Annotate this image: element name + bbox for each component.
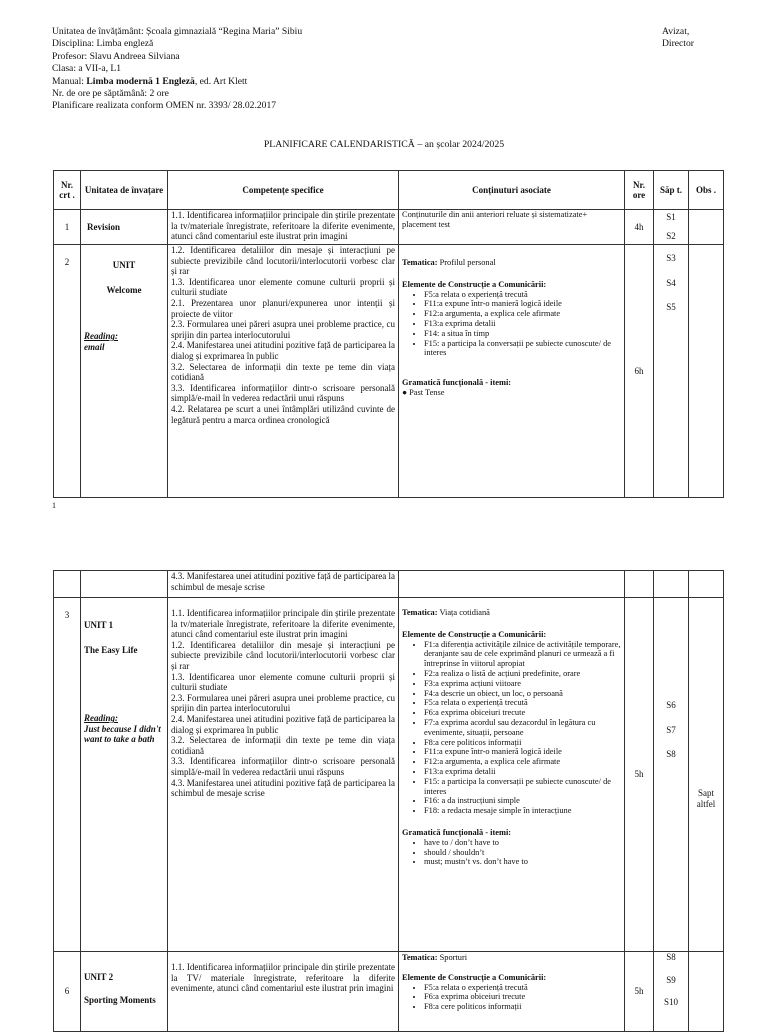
week-label: S4 (666, 277, 676, 288)
row-unit (81, 598, 168, 952)
header-line-hours: Nr. de ore pe săptămână: 2 ore (52, 88, 169, 100)
table-row (54, 210, 724, 245)
competence-item: 2.3. Formularea unei păreri asupra unei probleme practice, cu sprijin din partea interlocutorului (171, 692, 395, 714)
row-competences (168, 245, 399, 498)
row-weeks (654, 571, 689, 598)
list-item: • F6:a exprima obiceiuri trecute (424, 992, 621, 1002)
row-nr: 1 (54, 210, 81, 245)
col-header-obs: Obs . (689, 171, 724, 210)
list-item: • F12:a argumenta, a explica cele afirmate (424, 309, 621, 319)
gramatica-heading: Gramatică funcțională - itemi: (402, 827, 512, 837)
elemente-heading: Elemente de Construcție a Comunicării: (402, 279, 547, 289)
tematica-line (402, 953, 621, 963)
list-item: • should / shouldn’t (424, 848, 621, 858)
reading-label: Reading: (84, 331, 119, 342)
footnote-number: 1 (52, 501, 56, 510)
row-obs (689, 210, 724, 245)
list-item: • F5:a relata o experiență trecută (424, 290, 621, 300)
week-label: S9 (666, 974, 676, 985)
tematica-label: Tematica: (402, 258, 438, 267)
tematica-value: Profilul personal (439, 258, 496, 267)
competence-item: 2.4. Manifestarea unei atitudini pozitive față de participarea la dialog și exprimarea în public (171, 340, 395, 361)
row-obs (689, 952, 724, 1032)
row-obs: Sapt altfel (689, 598, 724, 952)
unit-label: UNIT 1 (84, 620, 114, 630)
reading-text: email (84, 341, 105, 352)
header-line-school: Unitatea de învățământ: Școala gimnazială “Regina Maria” Sibiu (52, 26, 303, 37)
row-hours: 4h (625, 210, 654, 245)
list-item: • F15: a participa la conversații pe subiecte cunoscute/ de interes (424, 339, 621, 359)
competence-item: 3.2. Selectarea de informații din texte pe teme din viața cotidiană (171, 735, 395, 756)
competence-item: 1.1. Identificarea informațiilor principale din știrile prezentate la tv/materiale înregistrate, referitoare la diferite evenimente, atunci când comentariul este ilustrat prin imagini (171, 210, 395, 242)
list-item: • F12:a argumenta, a explica cele afirmate (424, 757, 621, 767)
list-item: • F13:a exprima detalii (424, 767, 621, 777)
header-line-manual (52, 76, 302, 88)
tematica-label: Tematica: (402, 953, 438, 962)
row-contents (399, 245, 625, 498)
planning-table-1 (53, 170, 724, 498)
reading-text: Just because I didn't want to take a bath (84, 723, 161, 745)
manual-label: Manual: (52, 75, 87, 87)
competence-item: 3.3. Identificarea informațiilor dintr-o scrisoare personală simplă/e-mail în vederea redactării unui răspuns (171, 756, 395, 777)
reading-label: Reading: (84, 713, 119, 724)
unit-title: Welcome (106, 284, 142, 295)
list-item: • F5:a relata o experiență trecută (424, 698, 621, 708)
planning-table-2 (53, 570, 724, 1032)
row-hours: 6h (625, 245, 654, 498)
list-item: • F15: a participa la conversații pe subiecte cunoscute/ de interes (424, 777, 621, 797)
header-line-teacher: Profesor: Slavu Andreea Silviana (52, 50, 180, 62)
list-item: • must; mustn’t vs. don’t have to (424, 857, 621, 867)
table-row (54, 952, 724, 1032)
gramatica-heading: Gramatică funcțională - itemi: (402, 378, 512, 388)
week-label: S10 (663, 997, 678, 1008)
competence-item: 1.2. Identificarea detaliilor din mesaje și interacțiuni pe subiecte previzibile când locutorii/interlocutorii vorbesc clar și rar (171, 639, 395, 671)
competence-item: 1.3. Identificarea unor elemente comune culturii proprii și culturii studiate (171, 276, 395, 298)
tematica-value: Viața cotidiană (439, 608, 490, 617)
avizat-label: Avizat, (662, 26, 690, 37)
col-header-unit: Unitatea de învațare (81, 171, 168, 210)
manual-publisher: , ed. Art Klett (194, 75, 248, 87)
col-header-comp: Competențe specifice (168, 171, 399, 210)
row-hours (625, 571, 654, 598)
row-nr: 3 (54, 598, 81, 952)
row-unit (81, 245, 168, 498)
elemente-heading: Elemente de Construcție a Comunicării: (402, 629, 547, 639)
function-list (402, 290, 621, 359)
tematica-line (402, 258, 621, 268)
list-item: • F18: a redacta mesaje simple în interacțiune (424, 806, 621, 816)
row-contents: Conținuturile din anii anteriori reluate și sistematizate+ placement test (399, 210, 625, 245)
competence-item: 1.2. Identificarea detaliilor din mesaje și interacțiuni pe subiecte previzibile când locutorii/interlocutorii vorbesc clar și rar (171, 245, 395, 277)
competence-item: 4.2. Relatarea pe scurt a unei întâmplări utilizând cuvinte de legătură pentru a marca ordinea cronologică (171, 403, 395, 425)
row-unit (81, 571, 168, 598)
function-list (402, 640, 621, 816)
manual-title: Limba modernă 1 Engleză (86, 75, 195, 87)
table-row (54, 245, 724, 498)
row-unit (81, 952, 168, 1032)
week-label: S1 (666, 212, 676, 222)
list-item: • F8:a cere politicos informații (424, 1002, 621, 1012)
row-hours: 5h (625, 952, 654, 1032)
table-row (54, 571, 724, 598)
week-label: S8 (666, 952, 676, 962)
list-item: • F1:a diferenția activitățile zilnice de activitățile temporare, deranjante sau de cele exprimând planuri ce urmează a fi întreprinse în viitorul apropiat (424, 640, 621, 669)
list-item: • have to / don’t have to (424, 838, 621, 848)
col-header-ore: Nr. ore (625, 171, 654, 210)
row-obs (689, 245, 724, 498)
unit-title: Sporting Moments (84, 994, 156, 1005)
row-weeks (654, 210, 689, 245)
row-competences: 4.3. Manifestarea unei atitudini pozitive față de participarea la schimbul de mesaje scrise (168, 571, 399, 598)
competence-item: 1.3. Identificarea unor elemente comune culturii proprii și culturii studiate (171, 671, 395, 693)
list-item: • F11:a expune într-o manieră logică ideile (424, 747, 621, 757)
row-nr: 6 (54, 952, 81, 1032)
grammar-list (402, 838, 621, 867)
col-header-sapt: Săp t. (654, 171, 689, 210)
competence-item: 2.1. Prezentarea unor planuri/expunerea unor intenții și proiecte de viitor (171, 297, 395, 319)
list-item: • F7:a exprima acordul sau dezacordul în legătura cu evenimente, situații, persoane (424, 718, 621, 738)
week-label: S8 (666, 749, 676, 760)
page-title: PLANIFICARE CALENDARISTICĂ – an școlar 2024/2025 (263, 139, 505, 150)
tematica-line (402, 608, 621, 618)
week-label: S2 (666, 230, 676, 241)
unit-label: UNIT (112, 260, 136, 270)
competence-item: 1.1. Identificarea informațiilor principale din știrile prezentate la tv/materiale înregistrate, referitoare la diferite evenimente, atunci când comentariul este ilustrat prin imagini (171, 608, 395, 640)
row-weeks (654, 245, 689, 498)
row-competences: 1.1. Identificarea informațiilor principale din știrile prezentate la TV/ materiale înregistrate, referitoare la diferite evenimente, atunci când comentariul este ilustrat prin imagini (168, 952, 399, 1032)
header-line-class: Clasa: a VII-a, L1 (52, 63, 122, 75)
list-item: • F5:a relata o experiență trecută (424, 983, 621, 993)
list-item: • F3:a exprima acțiuni viitoare (424, 679, 621, 689)
row-obs (689, 571, 724, 598)
week-label: S7 (666, 724, 676, 735)
director-label: Director (662, 38, 694, 50)
header-line-subject: Disciplina: Limba engleză (52, 38, 154, 50)
tematica-label: Tematica: (402, 608, 438, 617)
document-header (52, 26, 302, 113)
row-nr (54, 571, 81, 598)
function-list (402, 983, 621, 1012)
row-weeks (654, 598, 689, 952)
row-hours: 5h (625, 598, 654, 952)
col-header-cont: Conținuturi asociate (399, 171, 625, 210)
row-contents (399, 952, 625, 1032)
table-header-row (54, 171, 724, 210)
list-item: • F4:a descrie un obiect, un loc, o persoană (424, 689, 621, 699)
row-nr: 2 (54, 245, 81, 498)
list-item: • F6:a exprima obiceiuri trecute (424, 708, 621, 718)
competence-item: 3.2. Selectarea de informații din texte pe teme din viața cotidiană (171, 361, 395, 383)
row-contents (399, 598, 625, 952)
competence-item: 2.4. Manifestarea unei atitudini pozitive față de participarea la dialog și exprimarea în public (171, 713, 395, 735)
week-label: S6 (666, 700, 676, 710)
elemente-heading: Elemente de Construcție a Comunicării: (402, 972, 547, 982)
table-row (54, 598, 724, 952)
week-label: S5 (666, 302, 676, 313)
list-item: • F2:a realiza o listă de acțiuni predefinite, orare (424, 669, 621, 679)
grammar-item: ● Past Tense (402, 387, 445, 397)
col-header-nr: Nr. crt . (54, 171, 81, 210)
competence-item: 2.3. Formularea unei păreri asupra unei probleme practice, cu sprijin din partea interlocutorului (171, 319, 395, 340)
row-weeks (654, 952, 689, 1032)
tematica-value: Sporturi (439, 953, 468, 962)
header-line-omen: Planificare realizata conform OMEN nr. 3393/ 28.02.2017 (52, 100, 277, 112)
row-competences (168, 598, 399, 952)
list-item: • F13:a exprima detalii (424, 319, 621, 329)
approval-block (662, 26, 694, 51)
list-item: • F11:a expune într-o manieră logică ideile (424, 299, 621, 309)
row-contents (399, 571, 625, 598)
list-item: • F14: a situa în timp (424, 329, 621, 339)
list-item: • F16: a da instrucțiuni simple (424, 796, 621, 806)
list-item: • F8:a cere politicos informații (424, 738, 621, 748)
competence-item: 4.3. Manifestarea unei atitudini pozitive față de participarea la schimbul de mesaje scrise (171, 777, 395, 799)
week-label: S3 (666, 253, 676, 263)
row-unit: Revision (81, 210, 168, 245)
unit-label: UNIT 2 (84, 972, 114, 982)
competence-item: 3.3. Identificarea informațiilor dintr-o scrisoare personală simplă/e-mail în vederea redactării unui răspuns (171, 382, 395, 404)
row-competences (168, 210, 399, 245)
unit-title: The Easy Life (84, 644, 138, 655)
